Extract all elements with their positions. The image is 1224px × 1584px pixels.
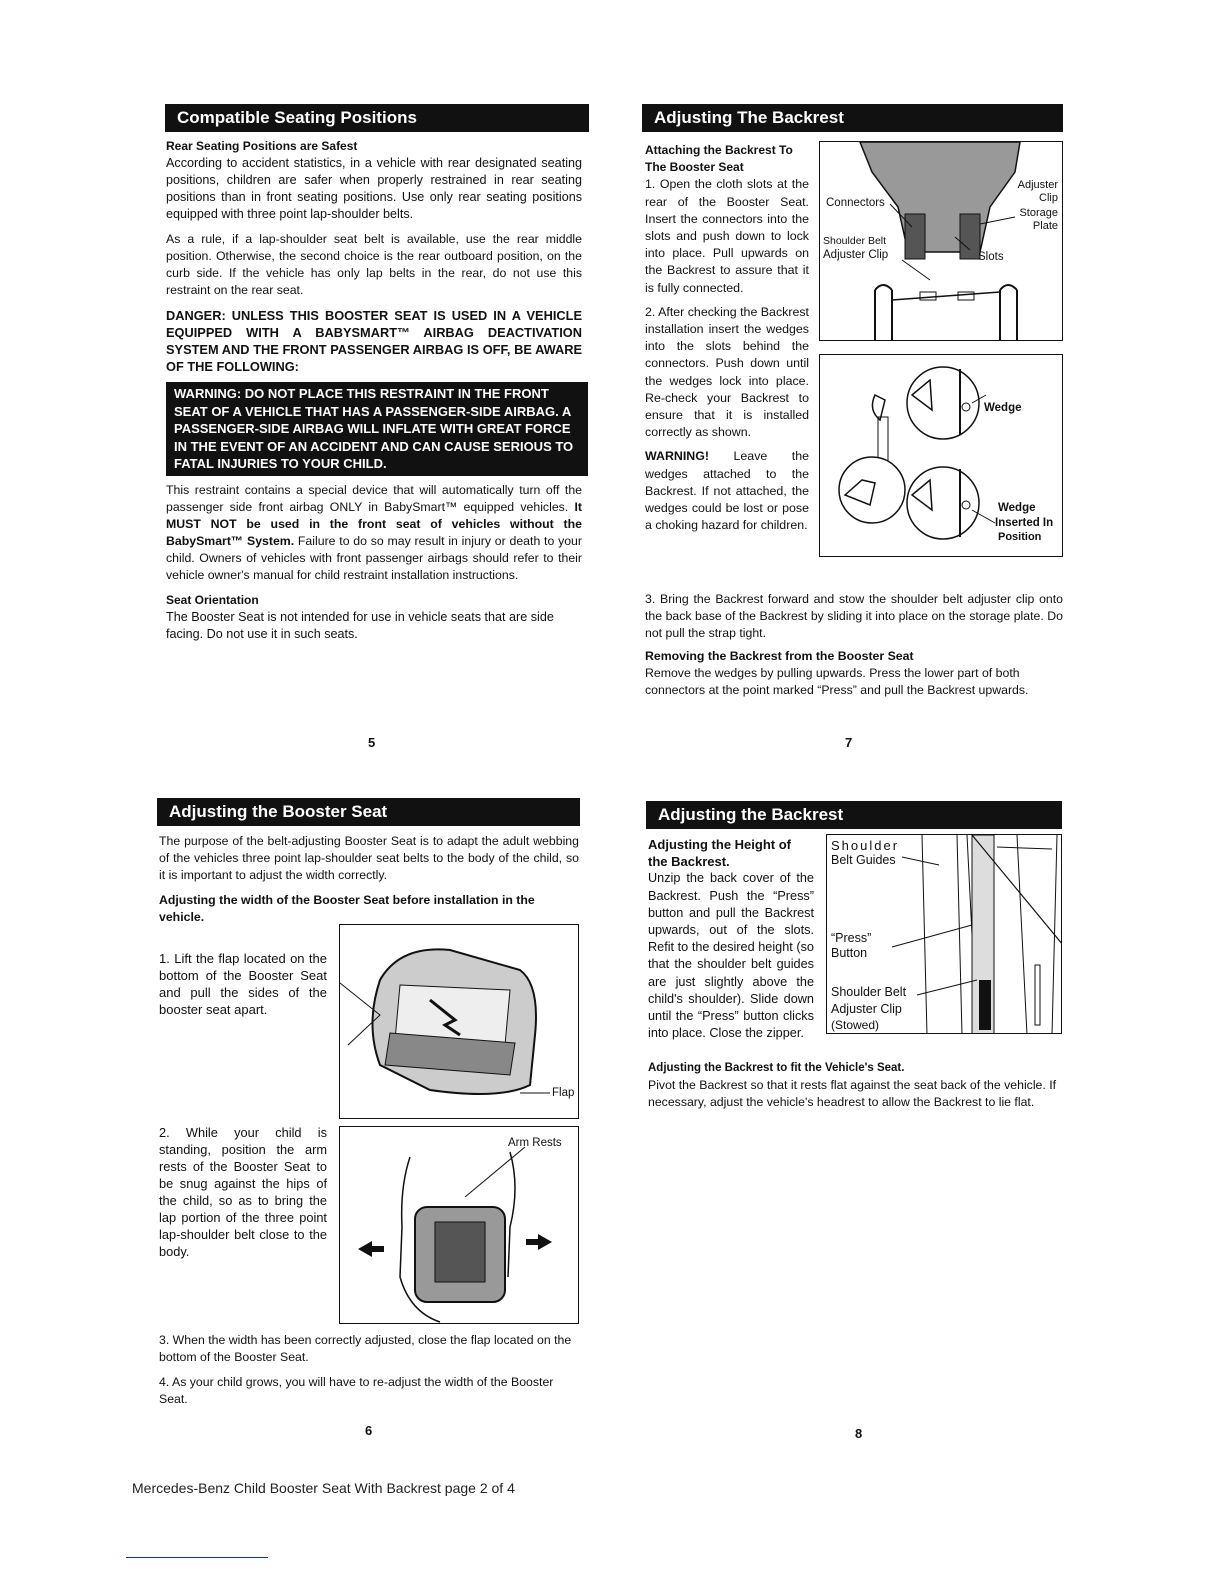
figure-flap (339, 924, 579, 1119)
section-7-col (645, 142, 809, 534)
section-8-col (648, 836, 814, 1042)
section-heading-compatible-seating: Compatible Seating Positions (165, 104, 589, 132)
subheading-height: Adjusting the Height of the Backrest. (648, 837, 791, 870)
label-wedge-2: Wedge (998, 502, 1036, 514)
danger-notice: DANGER: UNLESS THIS BOOSTER SEAT IS USED IN A VEHICLE EQUIPPED WITH A BABYSMART™ AIRBAG DEACTIVATION SYSTEM AND THE FRONT PASSENGER AIRBAG IS OFF, BE AWARE OF THE FOLLOWING: (166, 308, 582, 374)
footer-text: Mercedes-Benz Child Booster Seat With Backrest page 2 of 4 (132, 1480, 515, 1496)
step-1-text: 1. Lift the flap located on the bottom of the Booster Seat and pull the sides of the booster seat apart. (159, 951, 327, 1017)
paragraph: As a rule, if a lap-shoulder seat belt is available, use the rear middle position. Otherwise, the second choice is the rear outboard position, on the curb side. If the vehicle has only lap belts in the rear, do not use this restraint on the rear seat. (166, 232, 582, 297)
label-shoulder-belt: Shoulder Belt (823, 235, 887, 247)
figure-connectors (819, 141, 1063, 341)
label-position: Position (998, 531, 1042, 543)
paragraph: The Booster Seat is not intended for use in vehicle seats that are side facing. Do not use it in such seats. (166, 609, 554, 641)
step-2: 2. After checking the Backrest installation insert the wedges into the slots behind the connectors. Push down until the wedges lock into place. Re-check your Backrest to ensure that it is installed correctly as shown. (645, 304, 809, 440)
booster-seat-flap-illustration (340, 925, 579, 1119)
figure-wedges (819, 354, 1063, 557)
subheading-removing: Removing the Backrest from the Booster Seat (645, 649, 914, 663)
paragraph (166, 482, 582, 584)
paragraph-height: Unzip the back cover of the Backrest. Push the “Press” button and pull the Backrest upwards, out of the slots. Refit to the desired height (so that the shoulder belt guides are just slightly above the child's shoulder). Slide down until the “Press” button clicks into place. Close the zipper. (648, 871, 814, 1041)
section-6-bottom (159, 1332, 579, 1408)
label-press: “Press” (831, 931, 872, 945)
label-adjuster-clip: Adjuster Clip (831, 1002, 902, 1016)
label-shoulder-belt: Shoulder Belt (831, 985, 907, 999)
subheading-width: Adjusting the width of the Booster Seat before installation in the vehicle. (159, 893, 535, 924)
paragraph: According to accident statistics, in a vehicle with rear designated seating positions, children are safer when properly restrained in rear seating positions than in front seating positions. Use only rear seating positions equipped with three point lap-shoulder belts. (166, 156, 582, 221)
label-flap: Flap (552, 1087, 575, 1099)
subheading-seat-orientation: Seat Orientation (166, 592, 259, 607)
emphasis-text: It MUST NOT be used in the front seat of vehicles without the BabySmart™ System. (166, 499, 582, 548)
paragraph-removing: Remove the wedges by pulling upwards. Press the lower part of both connectors at the point marked “Press” and pull the Backrest upwards. (645, 666, 1029, 697)
warning-wedges (645, 448, 809, 534)
section-heading-adjusting-backrest: Adjusting The Backrest (642, 104, 1063, 132)
paragraph: The purpose of the belt-adjusting Booster Seat is to adapt the adult webbing of the vehicles three point lap-shoulder seat belts to the body of the child, so it is important to adjust the width correctly. (159, 834, 579, 882)
section-7-bottom (645, 591, 1063, 699)
label-adjuster-clip: Adjuster Clip (1017, 179, 1058, 204)
label-stowed: (Stowed) (831, 1018, 880, 1032)
warning-text: WARNING: DO NOT PLACE THIS RESTRAINT IN THE FRONT SEAT OF A VEHICLE THAT HAS A PASSENGER-SIDE AIRBAG. A PASSENGER-SIDE AIRBAG WILL INFLATE WITH GREAT FORCE IN THE EVENT OF AN ACCIDENT AND CAN CAUSE SERIOUS TO FATAL INJURIES TO YOUR CHILD. (174, 386, 574, 471)
figure-arm-rests (339, 1126, 579, 1324)
label-inserted-in: Inserted In (995, 517, 1054, 529)
label-connectors: Connectors (826, 197, 885, 209)
step-3: 3. Bring the Backrest forward and stow the shoulder belt adjuster clip onto the back base of the Backrest by sliding it into place on the storage plate. Do not pull the strap tight. (645, 592, 1063, 640)
warning-label: WARNING! (645, 449, 710, 464)
figure-shoulder-belt-guides (826, 834, 1062, 1034)
section-heading-adjusting-backrest-2: Adjusting the Backrest (646, 801, 1062, 829)
section-6-intro (159, 833, 579, 926)
subheading-attaching: Attaching the Backrest To The Booster Seat (645, 143, 793, 175)
step-2-text: 2. While your child is standing, position the arm rests of the Booster Seat to be snug against the hips of the child, so as to bring the lap portion of the three point lap-shoulder belt close to the body. (159, 1125, 327, 1259)
text-span: Failure to do so may result in injury or death to your child. Owners of vehicles with front passenger airbags should refer to their vehicle owner's manual for child restraint installation instructions. (166, 533, 582, 582)
section-5-body (166, 138, 582, 643)
label-adjuster-clip-2: Adjuster Clip (823, 249, 889, 261)
arm-rests-illustration (340, 1127, 579, 1324)
label-shoulder: Shoulder (831, 838, 900, 853)
page-number: 8 (855, 1426, 863, 1441)
page-number: 5 (368, 735, 376, 750)
section-heading-adjusting-booster: Adjusting the Booster Seat (157, 798, 580, 826)
step-3: 3. When the width has been correctly adjusted, close the flap located on the bottom of the Booster Seat. (159, 1333, 572, 1364)
label-belt-guides: Belt Guides (831, 853, 896, 867)
paragraph-fit-seat: Pivot the Backrest so that it rests flat against the seat back of the vehicle. If necessary, adjust the vehicle's headrest to allow the Backrest to lie flat. (648, 1078, 1057, 1109)
warning-text: Leave the wedges attached to the Backrest. If not attached, the wedges could be lost or pose a choking hazard for children. (645, 449, 809, 533)
text-span: This restraint contains a special device that will automatically turn off the passenger side front airbag ONLY in BabySmart™ equipped vehicles. (166, 482, 582, 514)
section-8-bottom (648, 1060, 1062, 1111)
step-1: 1. Open the cloth slots at the rear of the Booster Seat. Insert the connectors into the slots and push down to lock into place. Pull upwards on the Backrest to assure that it is fully connected. (645, 177, 809, 295)
subheading-rear-seating: Rear Seating Positions are Safest (166, 139, 358, 153)
label-slots: Slots (978, 251, 1004, 263)
page-number: 6 (365, 1423, 373, 1438)
label-button: Button (831, 946, 868, 960)
footer-divider (126, 1557, 268, 1558)
label-wedge: Wedge (984, 402, 1022, 414)
page-number: 7 (845, 735, 853, 750)
warning-box (166, 382, 588, 476)
label-arm-rests: Arm Rests (508, 1137, 562, 1149)
label-storage-plate: Storage Plate (1019, 207, 1058, 232)
step-4: 4. As your child grows, you will have to re-adjust the width of the Booster Seat. (159, 1375, 554, 1406)
subheading-fit-seat: Adjusting the Backrest to fit the Vehicle's Seat. (648, 1062, 905, 1074)
